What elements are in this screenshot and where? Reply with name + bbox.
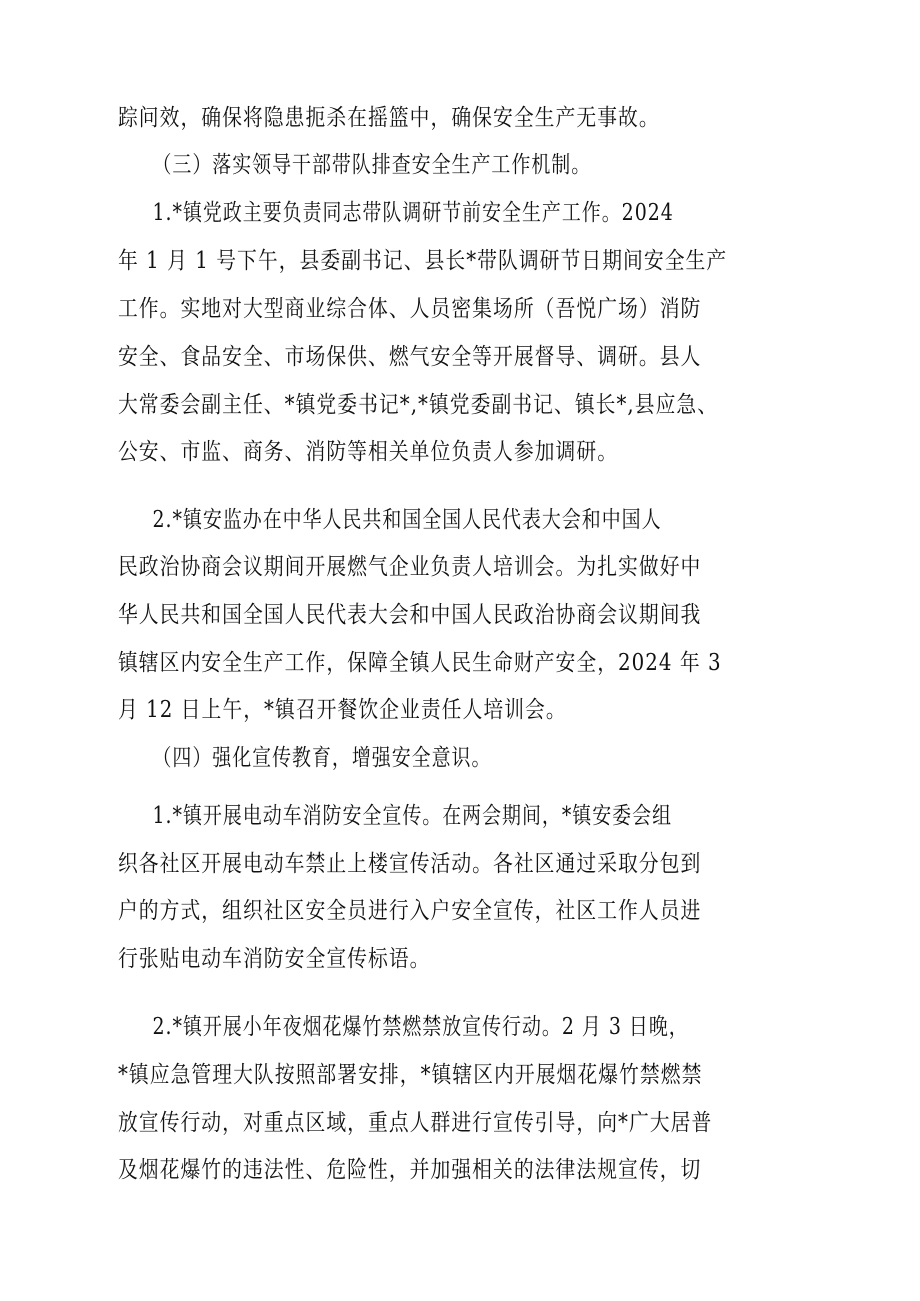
text-line: 华人民共和国全国人民代表大会和中国人民政治协商会议期间我 — [117, 602, 702, 628]
text-line: 大常委会副主任、*镇党委书记*,*镇党委副书记、镇长*,县应急、 — [117, 392, 719, 418]
paragraph-start: 1.*镇开展电动车消防安全宣传。在两会期间，*镇安委会组 — [152, 803, 673, 829]
text-line: 镇辖区内安全生产工作，保障全镇人民生命财产安全，2024 年 3 — [117, 650, 722, 676]
paragraph-start: 2.*镇安监办在中华人民共和国全国人民代表大会和中国人 — [152, 507, 662, 533]
text-line: 户的方式，组织社区安全员进行入户安全宣传，社区工作人员进 — [117, 898, 702, 924]
section-heading: （三）落实领导干部带队排查安全生产工作机制。 — [152, 152, 592, 178]
text-line: 踪问效，确保将隐患扼杀在摇篮中，确保安全生产无事故。 — [117, 105, 660, 131]
text-line: 民政治协商会议期间开展燃气企业负责人培训会。为扎实做好中 — [117, 554, 702, 580]
text-line: 工作。实地对大型商业综合体、人员密集场所（吾悦广场）消防 — [117, 296, 702, 322]
text-line: *镇应急管理大队按照部署安排，*镇辖区内开展烟花爆竹禁燃禁 — [117, 1062, 703, 1088]
text-line: 织各社区开展电动车禁止上楼宣传活动。各社区通过采取分包到 — [117, 851, 702, 877]
text-line: 行张贴电动车消防安全宣传标语。 — [117, 946, 431, 972]
paragraph-start: 2.*镇开展小年夜烟花爆竹禁燃禁放宣传行动。2 月 3 日晚， — [152, 1014, 689, 1040]
text-line: 安全、食品安全、市场保供、燃气安全等开展督导、调研。县人 — [117, 344, 702, 370]
text-line: 及烟花爆竹的违法性、危险性，并加强相关的法律法规宣传，切 — [117, 1157, 702, 1183]
text-line: 放宣传行动，对重点区域，重点人群进行宣传引导，向*广大居普 — [117, 1110, 713, 1136]
text-line: 公安、市监、商务、消防等相关单位负责人参加调研。 — [117, 439, 619, 465]
text-line: 年 1 月 1 号下午，县委副书记、县长*带队调研节日期间安全生产 — [117, 248, 728, 274]
paragraph-start: 1.*镇党政主要负责同志带队调研节前安全生产工作。2024 — [152, 200, 674, 226]
text-line: 月 12 日上午，*镇召开餐饮企业责任人培训会。 — [117, 697, 567, 723]
section-heading: （四）强化宣传教育，增强安全意识。 — [152, 745, 492, 771]
